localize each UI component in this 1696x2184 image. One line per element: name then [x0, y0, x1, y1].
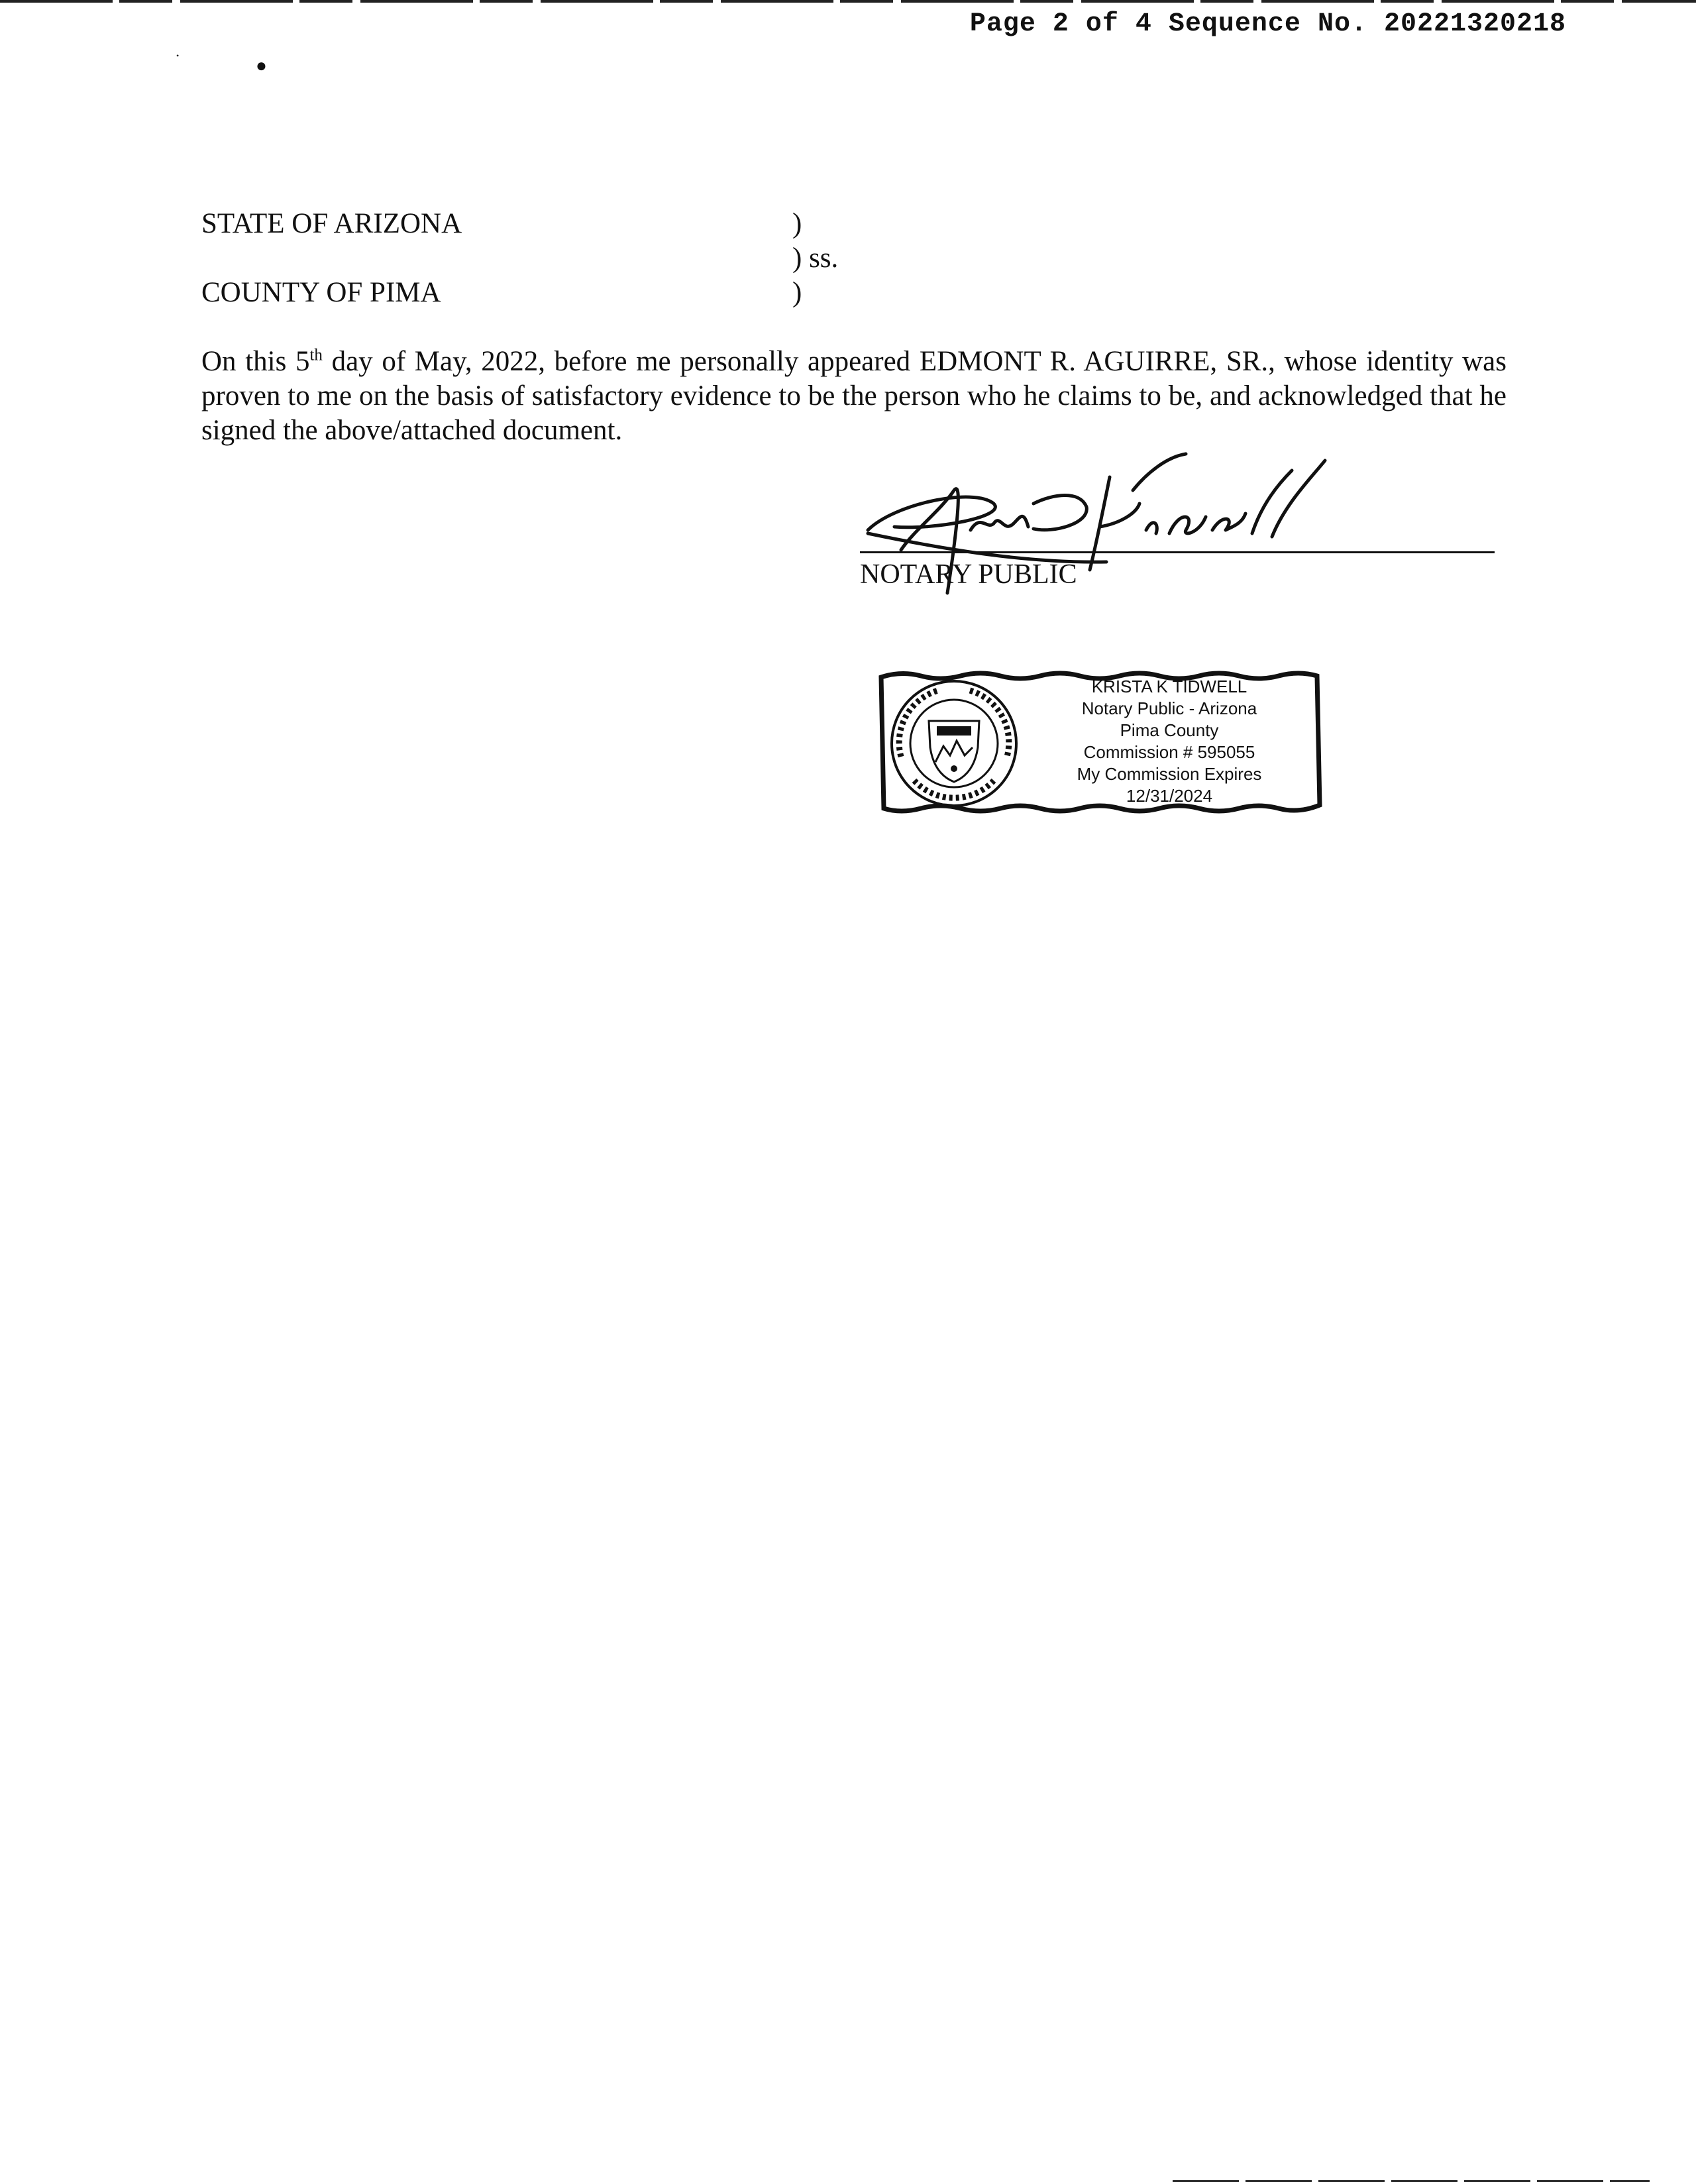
- state-seal-icon: [892, 681, 1016, 806]
- acknowledgment-paragraph: [201, 345, 1507, 448]
- scan-bottom-border: [1173, 2180, 1650, 2182]
- venue-state: STATE OF ARIZONA: [201, 208, 462, 239]
- scan-speck: •: [176, 51, 180, 60]
- stamp-notary-title: Notary Public - Arizona: [1081, 698, 1257, 718]
- ack-prefix: On this 5: [201, 346, 310, 377]
- scan-speck: ●: [256, 56, 267, 76]
- venue-paren-top: ): [792, 208, 802, 239]
- notary-public-label: NOTARY PUBLIC: [860, 559, 1077, 590]
- notary-stamp-text: [1020, 676, 1318, 807]
- stamp-expires-label: My Commission Expires: [1077, 764, 1262, 784]
- ack-ordinal: th: [309, 346, 323, 364]
- scan-top-border: [0, 0, 1696, 3]
- page-sequence-header: Page 2 of 4 Sequence No. 20221320218: [969, 9, 1566, 39]
- stamp-county: Pima County: [1120, 720, 1219, 740]
- ack-body: day of May, 2022, before me personally appeared EDMONT R. AGUIRRE, SR., whose identity was proven to me on the basis of satisfactory evidence to be the person who he claims to be, and acknowledged that he signed the above/attached document.: [201, 346, 1507, 446]
- handwritten-signature: [855, 451, 1398, 603]
- stamp-commission: Commission # 595055: [1083, 742, 1255, 762]
- venue-paren-bottom: ): [792, 277, 802, 308]
- venue-county: COUNTY OF PIMA: [201, 277, 441, 308]
- venue-paren-ss: ) ss.: [792, 243, 839, 274]
- stamp-notary-name: KRISTA K TIDWELL: [1091, 677, 1247, 696]
- stamp-expires-date: 12/31/2024: [1126, 786, 1213, 806]
